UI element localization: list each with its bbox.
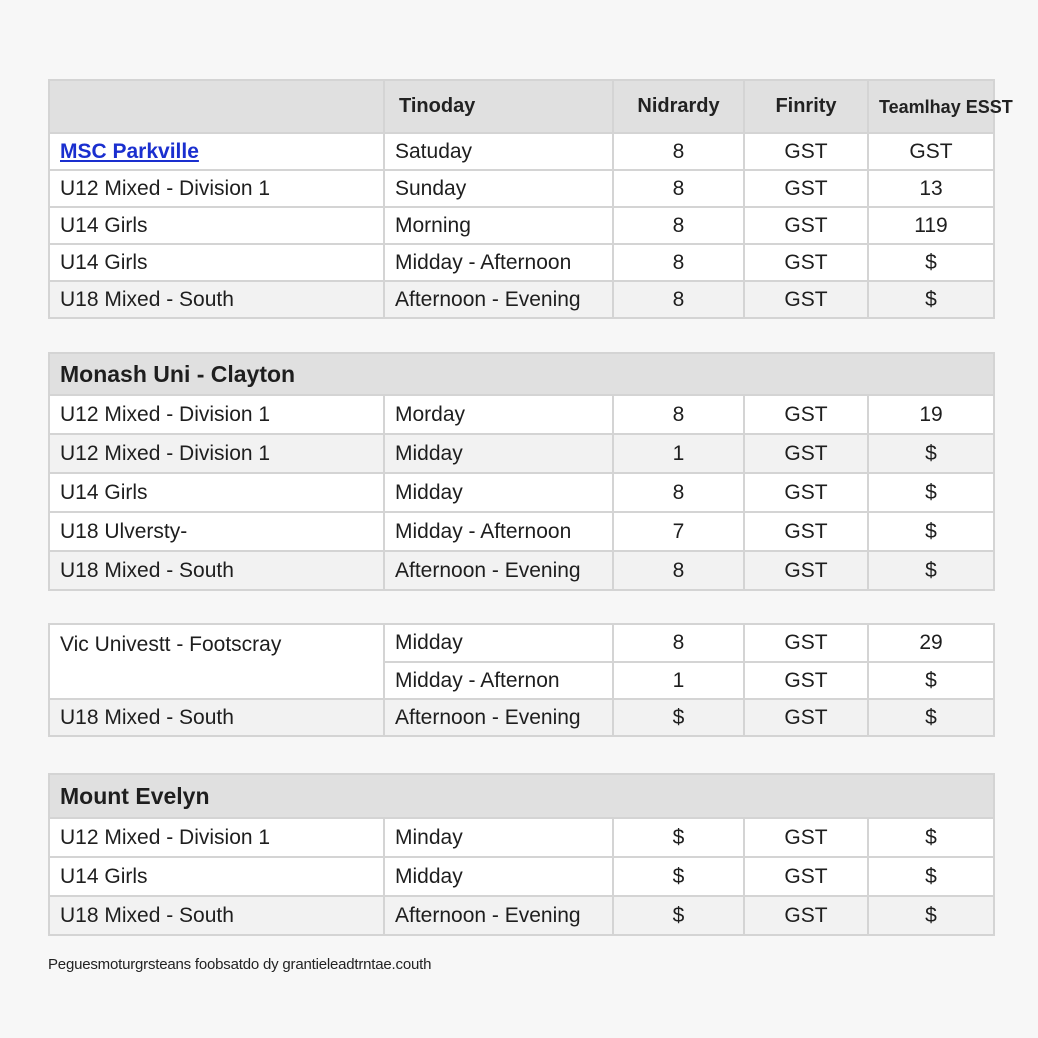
timezone-cell: GST [744, 281, 868, 318]
timezone-cell: GST [744, 662, 868, 699]
team-cell: U18 Mixed - South [49, 699, 384, 736]
column-header-3[interactable]: Nidrardy [613, 80, 744, 133]
table-row [49, 896, 994, 935]
number-cell: 8 [613, 170, 744, 207]
last-cell: 119 [868, 207, 994, 244]
team-cell: U12 Mixed - Division 1 [49, 818, 384, 857]
number-cell: 8 [613, 133, 744, 170]
table-row [49, 170, 994, 207]
last-cell: $ [868, 281, 994, 318]
table-row [49, 624, 994, 662]
day-cell: Midday - Afternon [384, 662, 613, 699]
schedule-table-mount-evelyn [48, 773, 995, 936]
table-row [49, 244, 994, 281]
number-cell: 8 [613, 281, 744, 318]
day-cell: Morning [384, 207, 613, 244]
timezone-cell: GST [744, 818, 868, 857]
club-heading: Mount Evelyn [49, 774, 994, 818]
table-row [49, 133, 994, 170]
timezone-cell: GST [744, 207, 868, 244]
number-cell: $ [613, 857, 744, 896]
day-cell: Sunday [384, 170, 613, 207]
team-cell: U18 Ulversty- [49, 512, 384, 551]
number-cell: 8 [613, 551, 744, 590]
timezone-cell: GST [744, 434, 868, 473]
day-cell: Midday [384, 434, 613, 473]
table-row [49, 395, 994, 434]
club-name-cell [49, 133, 384, 170]
table-row [49, 473, 994, 512]
timezone-cell: GST [744, 699, 868, 736]
number-cell: 1 [613, 662, 744, 699]
footer-note: Peguesmoturgrsteans foobsatdo dy grantieleadtrntae.couth [48, 956, 432, 973]
last-cell: $ [868, 896, 994, 935]
number-cell: 1 [613, 434, 744, 473]
day-cell: Midday [384, 624, 613, 662]
last-cell: 19 [868, 395, 994, 434]
table-row [49, 551, 994, 590]
number-cell: 8 [613, 473, 744, 512]
last-cell: $ [868, 662, 994, 699]
last-cell: 13 [868, 170, 994, 207]
table-header-row [49, 80, 994, 133]
number-cell: 7 [613, 512, 744, 551]
number-cell: $ [613, 699, 744, 736]
timezone-cell: GST [744, 857, 868, 896]
table-row [49, 512, 994, 551]
column-header-4[interactable]: Finrity [744, 80, 868, 133]
timezone-cell: GST [744, 133, 868, 170]
timezone-cell: GST [744, 244, 868, 281]
last-cell: GST [868, 133, 994, 170]
last-cell: 29 [868, 624, 994, 662]
table-row [49, 857, 994, 896]
team-cell: U18 Mixed - South [49, 281, 384, 318]
team-cell: U14 Girls [49, 473, 384, 512]
club-heading-row [49, 774, 994, 818]
club-name-cell: Vic Univestt - Footscray [49, 624, 384, 699]
number-cell: $ [613, 896, 744, 935]
last-cell: $ [868, 857, 994, 896]
last-cell: $ [868, 473, 994, 512]
table-row [49, 281, 994, 318]
last-cell: $ [868, 512, 994, 551]
number-cell: 8 [613, 207, 744, 244]
timezone-cell: GST [744, 512, 868, 551]
table-row [49, 434, 994, 473]
table-row [49, 699, 994, 736]
day-cell: Afternoon - Evening [384, 896, 613, 935]
club-heading: Monash Uni - Clayton [49, 353, 994, 395]
day-cell: Midday [384, 473, 613, 512]
club-link-msc-parkville[interactable]: MSC Parkville [60, 139, 199, 163]
timezone-cell: GST [744, 395, 868, 434]
club-heading-row [49, 353, 994, 395]
team-cell: U18 Mixed - South [49, 551, 384, 590]
team-cell: U14 Girls [49, 207, 384, 244]
number-cell: 8 [613, 624, 744, 662]
column-header-team [49, 80, 384, 133]
team-cell: U12 Mixed - Division 1 [49, 395, 384, 434]
last-cell: $ [868, 434, 994, 473]
day-cell: Midday - Afternoon [384, 512, 613, 551]
schedule-table-monash-clayton [48, 352, 995, 591]
table-row [49, 207, 994, 244]
column-header-2[interactable]: Tinoday [384, 80, 613, 133]
last-cell: $ [868, 699, 994, 736]
day-cell: Afternoon - Evening [384, 699, 613, 736]
team-cell: U12 Mixed - Division 1 [49, 434, 384, 473]
team-cell: U14 Girls [49, 857, 384, 896]
number-cell: 8 [613, 244, 744, 281]
last-cell: $ [868, 818, 994, 857]
last-cell: $ [868, 244, 994, 281]
timezone-cell: GST [744, 551, 868, 590]
day-cell: Morday [384, 395, 613, 434]
timezone-cell: GST [744, 473, 868, 512]
column-header-5[interactable]: Teamlhay ESST [868, 80, 994, 133]
schedule-table-msc-parkville [48, 79, 1013, 319]
schedule-table-vic-footscray [48, 623, 995, 737]
day-cell: Minday [384, 818, 613, 857]
team-cell: U18 Mixed - South [49, 896, 384, 935]
day-cell: Afternoon - Evening [384, 281, 613, 318]
day-cell: Midday [384, 857, 613, 896]
team-cell: U14 Girls [49, 244, 384, 281]
day-cell: Afternoon - Evening [384, 551, 613, 590]
last-cell: $ [868, 551, 994, 590]
day-cell: Satuday [384, 133, 613, 170]
number-cell: $ [613, 818, 744, 857]
number-cell: 8 [613, 395, 744, 434]
day-cell: Midday - Afternoon [384, 244, 613, 281]
timezone-cell: GST [744, 896, 868, 935]
table-row [49, 818, 994, 857]
timezone-cell: GST [744, 170, 868, 207]
team-cell: U12 Mixed - Division 1 [49, 170, 384, 207]
timezone-cell: GST [744, 624, 868, 662]
